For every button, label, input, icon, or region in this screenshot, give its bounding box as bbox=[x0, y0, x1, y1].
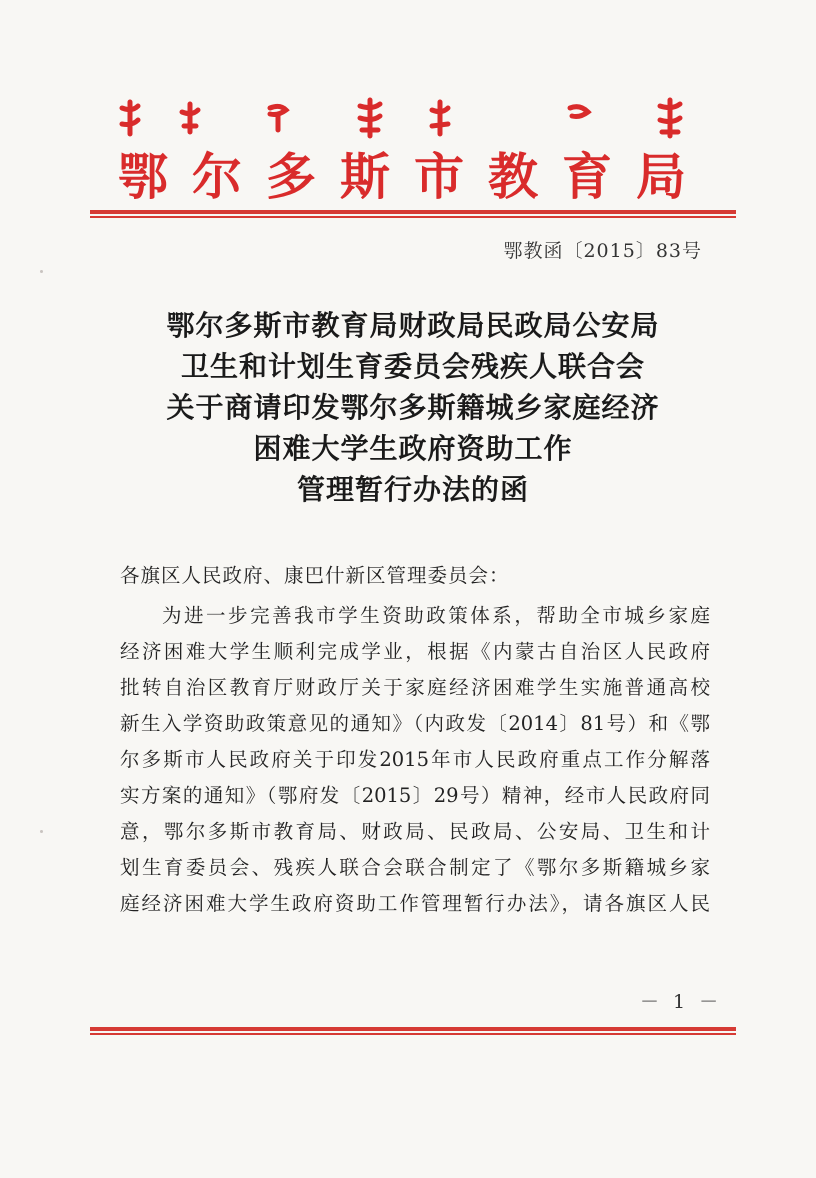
header-red-rule bbox=[90, 210, 736, 214]
salutation: 各旗区人民政府、康巴什新区管理委员会： bbox=[120, 564, 510, 587]
paragraph-line: 经济困难大学生顺利完成学业，根据《内蒙古自治区人民政府 bbox=[120, 640, 710, 663]
title-line: 卫生和计划生育委员会残疾人联合会 bbox=[180, 350, 645, 383]
document-body bbox=[120, 558, 710, 922]
paragraph-line: 尔多斯市人民政府关于印发2015年市人民政府重点工作分解落 bbox=[120, 748, 710, 771]
header-red-rule-thin bbox=[90, 216, 736, 218]
mongolian-script-heading bbox=[110, 94, 700, 140]
document-title bbox=[90, 305, 736, 510]
paragraph-line: 庭经济困难大学生政府资助工作管理暂行办法》，请各旗区人民 bbox=[120, 892, 710, 915]
title-line: 关于商请印发鄂尔多斯籍城乡家庭经济 bbox=[166, 391, 660, 424]
paragraph-line: 划生育委员会、残疾人联合会联合制定了《鄂尔多斯籍城乡家 bbox=[120, 856, 710, 879]
paragraph-line: 为进一步完善我市学生资助政策体系，帮助全市城乡家庭 bbox=[162, 604, 710, 627]
paragraph-line: 意，鄂尔多斯市教育局、财政局、民政局、公安局、卫生和计 bbox=[120, 820, 710, 843]
paragraph-line: 新生入学资助政策意见的通知》（内政发〔2014〕81号）和《鄂 bbox=[120, 712, 710, 735]
scan-mark bbox=[40, 270, 43, 273]
issuing-organization: 鄂尔多斯市教育局 bbox=[118, 147, 710, 206]
footer-red-rule bbox=[90, 1027, 736, 1031]
document-number: 鄂教函〔2015〕83号 bbox=[503, 240, 702, 262]
footer-red-rule-thin bbox=[90, 1033, 736, 1035]
title-line: 困难大学生政府资助工作 bbox=[253, 432, 573, 465]
page-number: － 1 － bbox=[640, 991, 723, 1013]
paragraph-line: 实方案的通知》（鄂府发〔2015〕29号）精神，经市人民政府同 bbox=[120, 784, 710, 807]
scan-mark bbox=[40, 830, 43, 833]
title-line: 管理暂行办法的函 bbox=[296, 473, 529, 506]
paragraph-line: 批转自治区教育厅财政厅关于家庭经济困难学生实施普通高校 bbox=[120, 676, 710, 699]
title-line: 鄂尔多斯市教育局财政局民政局公安局 bbox=[166, 309, 660, 342]
mongolian-script-logo bbox=[110, 94, 700, 140]
